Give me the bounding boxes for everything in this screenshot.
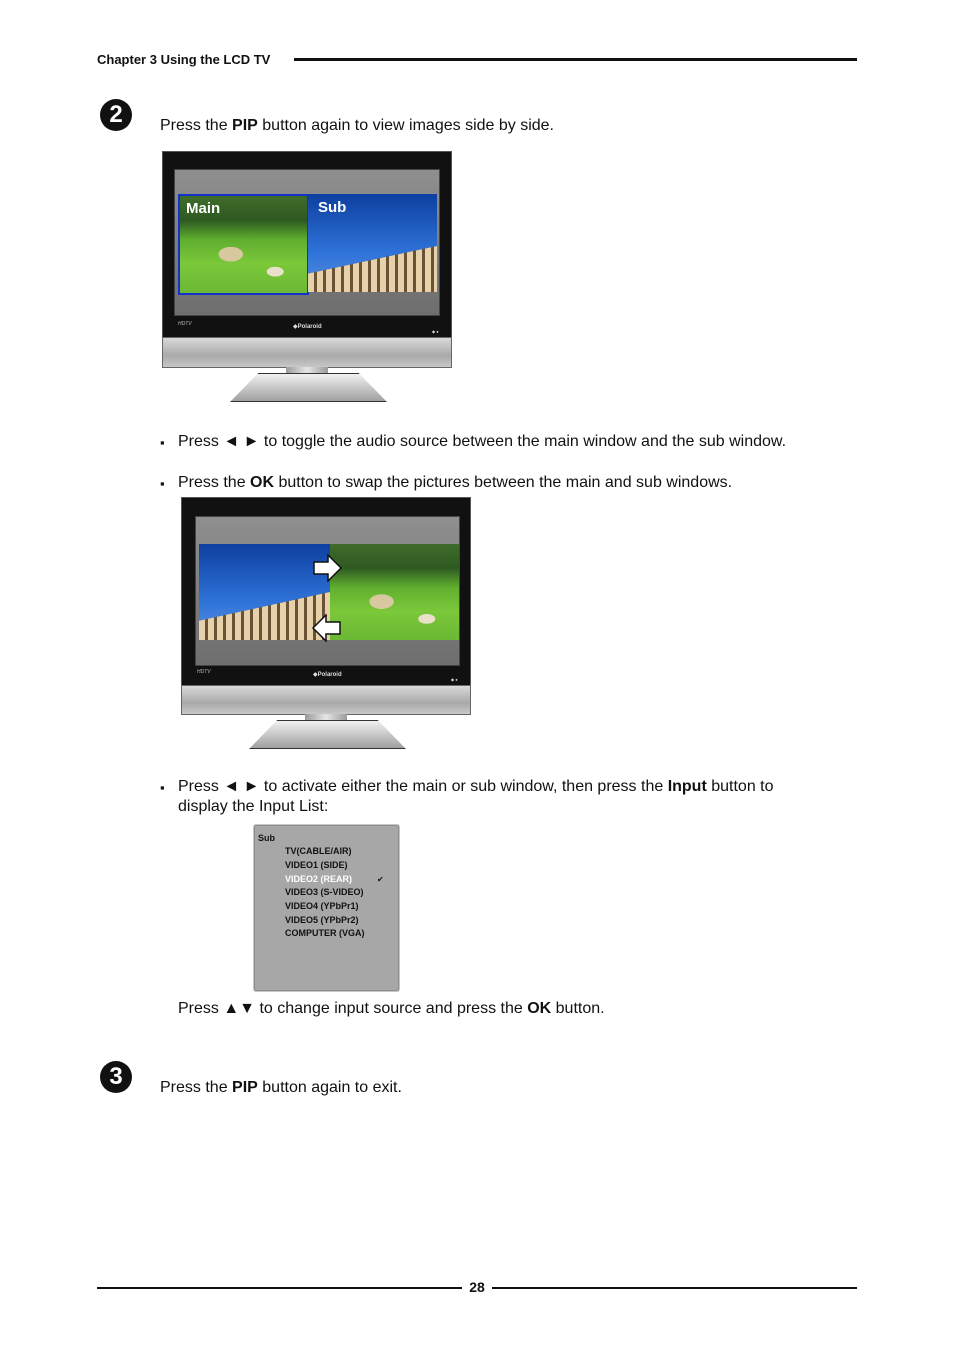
bullet-1-text: Press ◄ ► to toggle the audio source between the main window and the sub window. (178, 433, 787, 450)
bullet-3-marker: ▪ (160, 780, 165, 795)
input-item-video5[interactable]: VIDEO5 (YPbPr2) (285, 915, 359, 925)
bullet-3-text: Press ◄ ► to activate either the main or sub window, then press the Input button to (178, 778, 774, 795)
input-item-video1[interactable]: VIDEO1 (SIDE) (285, 860, 348, 870)
tv-bezel (181, 685, 471, 715)
step-3-badge: 3 (100, 1061, 132, 1093)
page-number: 28 (462, 1279, 492, 1295)
main-window (178, 194, 309, 295)
step-2-text: Press the PIP button again to view images side by side. (160, 117, 554, 134)
brand-logo: ◆Polaroid (313, 672, 342, 678)
hdtv-logo: HDTV (178, 321, 192, 327)
sub-window (308, 194, 437, 292)
step-3-text: Press the PIP button again to exit. (160, 1079, 402, 1096)
input-list-title: Sub (258, 833, 275, 843)
tv-bezel (162, 337, 452, 368)
input-list-menu (253, 824, 400, 992)
right-picture (330, 544, 459, 640)
bullet-3-text-line2: display the Input List: (178, 798, 329, 815)
bullet-1-marker: ▪ (160, 435, 165, 450)
main-window-label: Main (186, 200, 221, 217)
brand-logo: ◆Polaroid (293, 324, 322, 330)
hdtv-logo: HDTV (197, 669, 211, 675)
input-instruction: Press ▲▼ to change input source and press the OK button. (178, 1000, 605, 1017)
header-rule (294, 58, 857, 61)
sub-window-label: Sub (318, 199, 347, 216)
arrow-left-icon (311, 614, 341, 642)
tv-figure-swap (181, 497, 471, 749)
arrow-right-icon (313, 554, 343, 582)
selected-check-icon: ✔ (377, 875, 384, 884)
tv-stand-base (249, 720, 406, 749)
input-item-video4[interactable]: VIDEO4 (YPbPr1) (285, 901, 359, 911)
chapter-heading: Chapter 3 Using the LCD TV (97, 52, 271, 67)
input-item-tv[interactable]: TV(CABLE/AIR) (285, 846, 352, 856)
tv-stand-base (230, 373, 387, 402)
power-indicator: ◆ ● (432, 329, 439, 334)
bullet-2-marker: ▪ (160, 476, 165, 491)
bullet-2-text: Press the OK button to swap the pictures between the main and sub windows. (178, 474, 733, 491)
power-indicator: ◆ ● (451, 677, 458, 682)
input-item-video2[interactable]: VIDEO2 (REAR) (285, 874, 353, 884)
step-2-badge: 2 (100, 99, 132, 131)
input-item-video3[interactable]: VIDEO3 (S-VIDEO) (285, 887, 364, 897)
input-item-computer[interactable]: COMPUTER (VGA) (285, 928, 365, 938)
tv-figure-side-by-side (162, 151, 452, 401)
